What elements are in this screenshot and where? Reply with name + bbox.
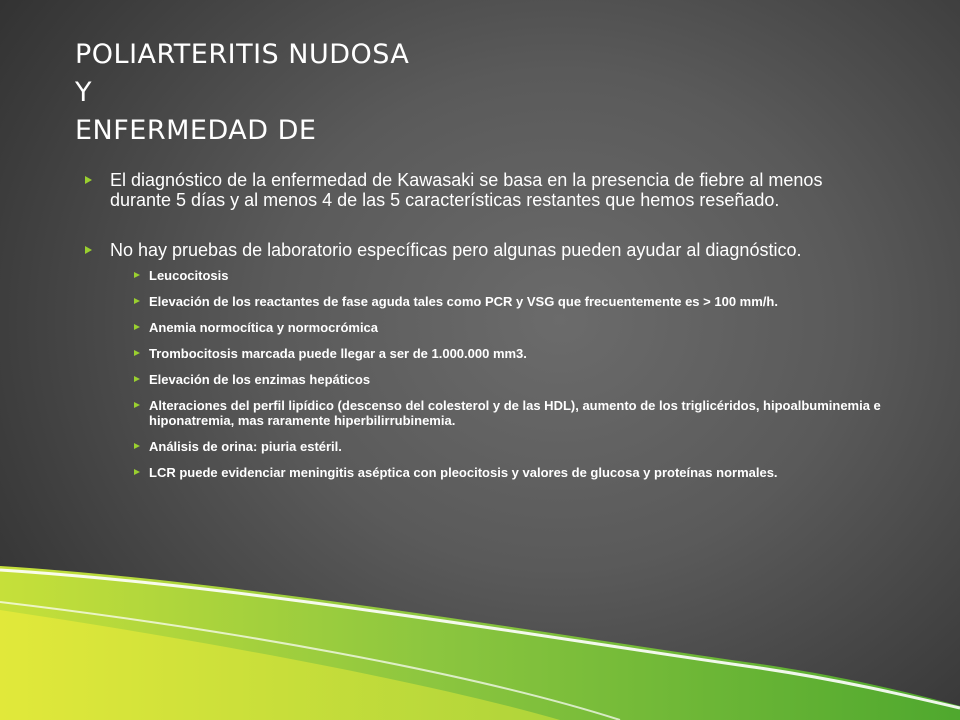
sub-bullet-list [110, 268, 885, 480]
sub-bullet-item [110, 439, 885, 454]
white-wave-line-inner [0, 602, 620, 720]
sub-bullet-arrow-icon [134, 469, 140, 475]
sub-bullet-arrow-icon [134, 298, 140, 304]
sub-bullet-item [110, 268, 885, 283]
title-line-2: Y [75, 77, 92, 108]
sub-bullet-item [110, 372, 885, 387]
sub-bullet-text: Elevación de los enzimas hepáticos [149, 372, 371, 387]
bullet-arrow-icon [85, 176, 92, 184]
sub-bullet-item [110, 465, 885, 480]
sub-bullet-text: Leucocitosis [149, 268, 229, 283]
sub-bullet-arrow-icon [134, 443, 140, 449]
sub-bullet-item [110, 294, 885, 309]
sub-bullet-arrow-icon [134, 376, 140, 382]
green-wave-shape [0, 566, 960, 720]
sub-bullet-arrow-icon [134, 272, 140, 278]
sub-bullet-arrow-icon [134, 350, 140, 356]
sub-bullet-text: Trombocitosis marcada puede llegar a ser de 1.000.000 mm3. [149, 346, 527, 361]
sub-bullet-item [110, 320, 885, 335]
sub-bullet-text: LCR puede evidenciar meningitis aséptica con pleocitosis y valores de glucosa y proteínas normales. [149, 465, 778, 480]
sub-bullet-arrow-icon [134, 402, 140, 408]
bullet-arrow-icon [85, 246, 92, 254]
sub-bullet-text: Elevación de los reactantes de fase aguda tales como PCR y VSG que frecuentemente es > 100 mm/h. [149, 294, 778, 309]
bullet-list [85, 170, 885, 491]
sub-bullet-item [110, 398, 885, 428]
white-wave-line [0, 570, 960, 708]
bullet-item-lab-tests [85, 240, 885, 480]
title-line-1: POLIARTERITIS NUDOSA [75, 39, 410, 70]
bullet-text: No hay pruebas de laboratorio específicas pero algunas pueden ayudar al diagnóstico. [110, 240, 802, 260]
sub-bullet-item [110, 346, 885, 361]
slide-title [75, 36, 895, 150]
sub-bullet-arrow-icon [134, 324, 140, 330]
yellow-wave-shape [0, 610, 560, 720]
bullet-text: El diagnóstico de la enfermedad de Kawasaki se basa en la presencia de fiebre al menos durante 5 días y al menos 4 de las 5 características restantes que hemos reseñado. [110, 170, 823, 210]
sub-bullet-text: Análisis de orina: piuria estéril. [149, 439, 342, 454]
bullet-item-diagnosis [85, 170, 885, 210]
sub-bullet-text: Alteraciones del perfil lipídico (descenso del colesterol y de las HDL), aumento de los triglicéridos, hipoalbuminemia e hiponatremia, mas raramente hiperbilirrubinemia. [149, 398, 881, 428]
sub-bullet-text: Anemia normocítica y normocrómica [149, 320, 379, 335]
title-line-3: ENFERMEDAD DE [75, 115, 317, 146]
